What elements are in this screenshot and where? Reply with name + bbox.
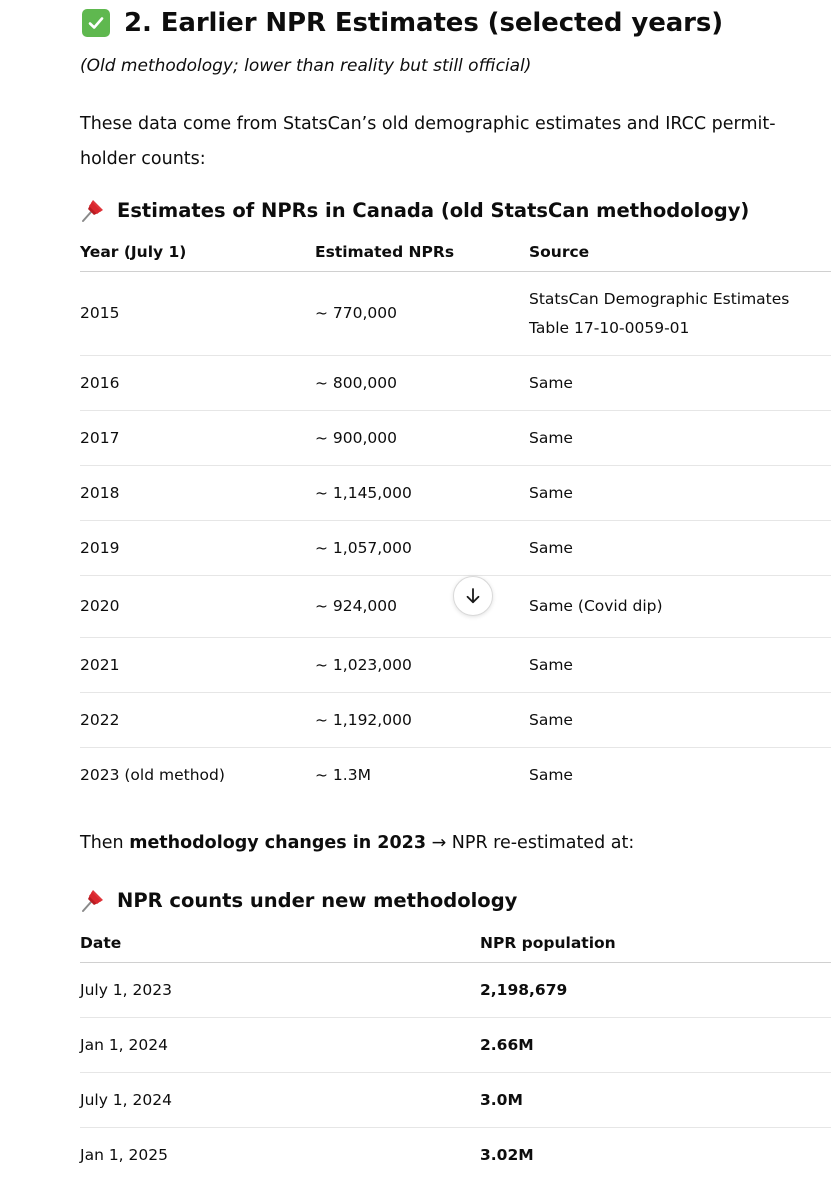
estimate-cell: ~ 900,000 <box>315 411 529 466</box>
scroll-to-bottom-button[interactable] <box>453 576 493 616</box>
table-row <box>80 1128 831 1183</box>
pushpin-icon <box>80 887 106 913</box>
column-header-estimated-nprs: Estimated NPRs <box>315 233 529 272</box>
note-prefix: Then <box>80 833 130 853</box>
year-cell: 2018 <box>80 466 315 521</box>
new-table-title: NPR counts under new methodology <box>117 888 518 912</box>
source-cell: StatsCan Demographic Estimates Table 17-10-0059-01 <box>529 272 831 356</box>
source-cell: Same <box>529 411 831 466</box>
note-emphasis: methodology changes in 2023 <box>129 833 427 853</box>
table-row <box>80 356 831 411</box>
year-cell: 2021 <box>80 638 315 693</box>
note-suffix: → NPR re-estimated at: <box>426 833 635 853</box>
arrow-down-icon <box>463 586 483 606</box>
table-row <box>80 1073 831 1128</box>
new-table-heading <box>80 887 517 913</box>
old-table-title: Estimates of NPRs in Canada (old StatsCan methodology) <box>117 198 750 222</box>
column-header-source: Source <box>529 233 831 272</box>
check-mark-button-icon <box>82 9 110 37</box>
table-row <box>80 693 831 748</box>
intro-paragraph: These data come from StatsCan’s old demographic estimates and IRCC permit-holder counts: <box>80 114 776 169</box>
estimate-cell: ~ 1.3M <box>315 765 371 784</box>
source-cell: Same <box>529 466 831 521</box>
estimate-cell: ~ 1,023,000 <box>315 638 529 693</box>
source-cell: Same <box>529 356 831 411</box>
date-cell: July 1, 2024 <box>80 1073 480 1128</box>
table-row <box>80 466 831 521</box>
year-cell: 2020 <box>80 576 315 638</box>
section-heading <box>82 4 723 42</box>
source-cell: Same <box>529 521 831 576</box>
source-cell: Same <box>529 765 573 784</box>
table-row <box>80 963 831 1018</box>
estimate-cell: ~ 924,000 <box>315 576 529 638</box>
year-cell: 2017 <box>80 411 315 466</box>
year-cell: 2016 <box>80 356 315 411</box>
source-cell: Same (Covid dip) <box>529 576 831 638</box>
table-header-row <box>80 233 831 272</box>
table-row <box>80 1018 831 1073</box>
estimate-cell: ~ 800,000 <box>315 356 529 411</box>
date-cell: July 1, 2023 <box>80 963 480 1018</box>
section-subtitle: (Old methodology; lower than reality but still official) <box>80 56 532 76</box>
year-cell: 2022 <box>80 693 315 748</box>
date-cell: Jan 1, 2024 <box>80 1018 480 1073</box>
population-cell: 2,198,679 <box>480 963 831 1018</box>
column-header-year: Year (July 1) <box>80 233 315 272</box>
population-cell: 3.0M <box>480 1073 831 1128</box>
section-title: 2. Earlier NPR Estimates (selected years) <box>124 8 724 38</box>
new-npr-table <box>80 924 831 1183</box>
estimate-cell: ~ 770,000 <box>315 272 529 356</box>
column-header-npr-population: NPR population <box>480 924 831 963</box>
year-cell: 2023 (old method) <box>80 765 225 784</box>
year-cell: 2019 <box>80 521 315 576</box>
table-header-row <box>80 924 831 963</box>
table-row <box>80 411 831 466</box>
date-cell: Jan 1, 2025 <box>80 1145 168 1164</box>
methodology-change-note <box>80 833 634 853</box>
estimate-cell: ~ 1,057,000 <box>315 521 529 576</box>
source-cell: Same <box>529 638 831 693</box>
table-row <box>80 272 831 356</box>
year-cell: 2015 <box>80 272 315 356</box>
estimate-cell: ~ 1,192,000 <box>315 693 529 748</box>
estimate-cell: ~ 1,145,000 <box>315 466 529 521</box>
column-header-date: Date <box>80 924 480 963</box>
source-cell: Same <box>529 693 831 748</box>
population-cell: 3.02M <box>480 1145 534 1164</box>
pushpin-icon <box>80 197 106 223</box>
table-row <box>80 638 831 693</box>
population-cell: 2.66M <box>480 1018 831 1073</box>
table-row <box>80 748 831 803</box>
old-npr-table <box>80 233 831 803</box>
old-table-heading <box>80 197 749 223</box>
table-row <box>80 521 831 576</box>
